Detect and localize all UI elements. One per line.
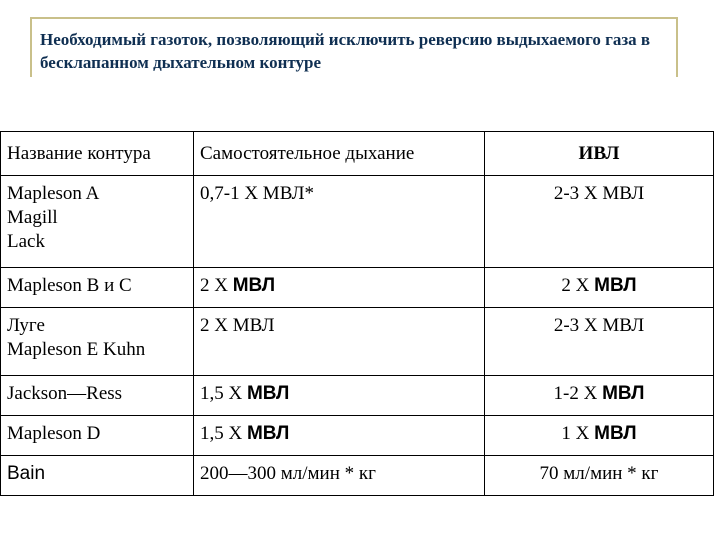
contour-name-line: Mapleson D xyxy=(7,423,101,444)
header-contour-name: Название контура xyxy=(1,132,194,176)
ventilation-cell xyxy=(485,416,714,456)
contour-name-cell xyxy=(1,456,194,496)
table-row xyxy=(1,376,714,416)
contour-name-line: Magill xyxy=(7,207,58,228)
ventilation-cell: 2-3 X МВЛ xyxy=(485,176,714,268)
ventilation-cell xyxy=(485,376,714,416)
contour-name-cell xyxy=(1,308,194,376)
ventilation-multiplier: 1-2 X xyxy=(553,383,603,404)
spontaneous-multiplier: 1,5 X xyxy=(200,423,247,444)
contour-name-line: Lack xyxy=(7,231,45,252)
contour-name-line: Jackson—Ress xyxy=(7,383,123,404)
contour-name-line: Bain xyxy=(7,463,46,484)
contour-name-line: Mapleson A xyxy=(7,183,100,204)
table-row xyxy=(1,268,714,308)
spontaneous-cell xyxy=(194,416,485,456)
ventilation-cell xyxy=(485,268,714,308)
ventilation-cell: 70 мл/мин * кг xyxy=(485,456,714,496)
table-row xyxy=(1,416,714,456)
contour-name-cell xyxy=(1,416,194,456)
contour-name-cell xyxy=(1,268,194,308)
spontaneous-cell: 0,7-1 X МВЛ* xyxy=(194,176,485,268)
header-spontaneous-breathing: Самостоятельное дыхание xyxy=(194,132,485,176)
gas-flow-table xyxy=(0,131,714,496)
table-row xyxy=(1,456,714,496)
ventilation-multiplier: 1 X xyxy=(561,423,595,444)
title-frame-top-line xyxy=(30,17,678,19)
contour-name-line: Mapleson E Kuhn xyxy=(7,339,146,360)
spontaneous-cell xyxy=(194,268,485,308)
title-frame-right-line xyxy=(676,17,678,77)
table-row xyxy=(1,308,714,376)
spontaneous-unit: МВЛ xyxy=(232,275,276,296)
table-header-row xyxy=(1,132,714,176)
slide-title: Необходимый газоток, позволяющий исключить реверсию выдыхаемого газа в бесклапанном дыхательном контуре xyxy=(40,30,651,72)
contour-name-cell xyxy=(1,376,194,416)
spontaneous-multiplier: 1,5 X xyxy=(200,383,247,404)
ventilation-unit: МВЛ xyxy=(594,275,637,296)
spontaneous-cell: 2 X МВЛ xyxy=(194,308,485,376)
ventilation-unit: МВЛ xyxy=(602,383,645,404)
ventilation-multiplier: 2 X xyxy=(561,275,595,296)
spontaneous-unit: МВЛ xyxy=(246,423,290,444)
title-frame-left-line xyxy=(30,17,32,77)
ventilation-cell: 2-3 X МВЛ xyxy=(485,308,714,376)
ventilation-unit: МВЛ xyxy=(594,423,637,444)
table-row xyxy=(1,176,714,268)
spontaneous-cell xyxy=(194,376,485,416)
header-ventilation: ИВЛ xyxy=(485,132,714,176)
spontaneous-unit: МВЛ xyxy=(246,383,290,404)
spontaneous-cell: 200—300 мл/мин * кг xyxy=(194,456,485,496)
contour-name-line: Mapleson B и C xyxy=(7,275,132,296)
spontaneous-multiplier: 2 X xyxy=(200,275,233,296)
contour-name-cell xyxy=(1,176,194,268)
contour-name-line: Луге xyxy=(7,315,45,336)
